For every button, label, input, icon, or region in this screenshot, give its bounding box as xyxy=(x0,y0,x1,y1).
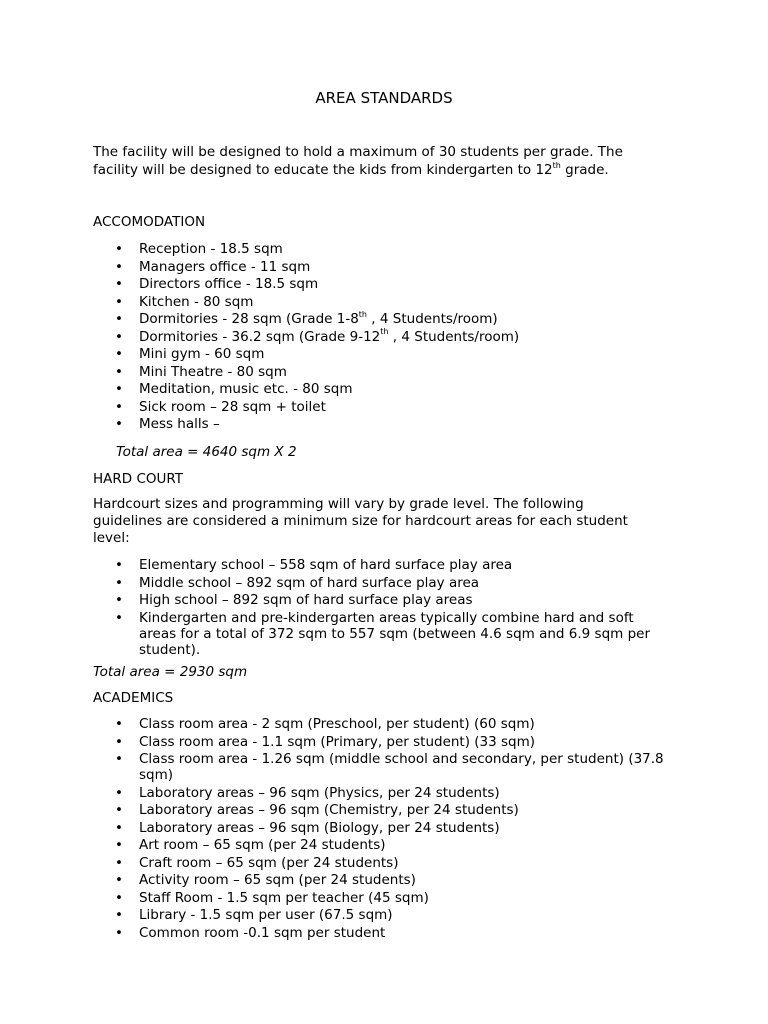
list-item xyxy=(93,276,673,292)
list-item-text: Class room area - 2 sqm (Preschool, per student) (60 sqm) xyxy=(139,716,535,732)
bullet: • xyxy=(115,398,123,415)
bullet: • xyxy=(115,733,123,750)
accommodation-total: Total area = 4640 sqm X 2 xyxy=(116,444,297,460)
list-item-text: Common room -0.1 sqm per student xyxy=(139,924,386,941)
list-item-text: Kindergarten and pre-kindergarten areas typically combine hard and soft areas for a total of 372 sqm to 557 sqm (between 4.6 sqm and 6.9 sqm per student). xyxy=(139,609,651,658)
list-item xyxy=(93,785,673,801)
list-item-text: Managers office - 11 sqm xyxy=(139,258,311,275)
list-item-text: Directors office - 18.5 sqm xyxy=(139,276,319,292)
list-item xyxy=(93,311,673,327)
intro-paragraph xyxy=(93,143,693,179)
bullet: • xyxy=(115,574,123,591)
list-item-text: Dormitories - 28 sqm (Grade 1-8 xyxy=(139,311,359,327)
hard-court-total: Total area = 2930 sqm xyxy=(93,664,248,680)
list-item xyxy=(93,575,673,591)
bullet: • xyxy=(115,751,123,767)
accommodation-list xyxy=(93,241,673,434)
list-item-text: High school – 892 sqm of hard surface play areas xyxy=(139,592,473,608)
bullet: • xyxy=(115,819,123,836)
bullet: • xyxy=(115,557,123,573)
list-item xyxy=(93,925,673,941)
superscript: th xyxy=(358,309,368,319)
academics-list xyxy=(93,716,673,942)
bullet: • xyxy=(115,924,123,941)
list-item-text: Laboratory areas – 96 sqm (Chemistry, per 24 students) xyxy=(139,802,519,818)
list-item xyxy=(93,802,673,818)
list-item-text: Art room – 65 sqm (per 24 students) xyxy=(139,837,386,853)
list-item xyxy=(93,294,673,310)
accommodation-heading: ACCOMODATION xyxy=(93,214,206,230)
list-item xyxy=(93,381,673,397)
hard-court-list xyxy=(93,557,673,659)
list-item xyxy=(93,855,673,871)
list-item-text: Elementary school – 558 sqm of hard surface play area xyxy=(139,557,513,573)
list-item xyxy=(93,399,673,415)
bullet: • xyxy=(115,416,123,432)
bullet: • xyxy=(115,276,123,292)
list-item-text: Meditation, music etc. - 80 sqm xyxy=(139,381,353,397)
bullet: • xyxy=(115,872,123,888)
list-item-text: Mess halls – xyxy=(139,416,220,432)
list-item xyxy=(93,346,673,362)
list-item-text: Activity room – 65 sqm (per 24 students) xyxy=(139,872,416,888)
list-item xyxy=(93,557,673,573)
list-item-text: Library - 1.5 sqm per user (67.5 sqm) xyxy=(139,907,393,923)
list-item-text: Laboratory areas – 96 sqm (Biology, per 24 students) xyxy=(139,819,500,836)
intro-line-2-text: facility will be designed to educate the kids from kindergarten to 12 xyxy=(93,162,553,178)
list-item-text-end: , 4 Students/room) xyxy=(388,328,520,345)
bullet: • xyxy=(115,241,123,257)
list-item-text: Mini Theatre - 80 sqm xyxy=(139,363,287,380)
paragraph-line: guidelines are considered a minimum size for hardcourt areas for each student xyxy=(93,513,628,529)
list-item xyxy=(93,364,673,380)
list-item xyxy=(93,592,673,608)
list-item xyxy=(93,259,673,275)
bullet: • xyxy=(115,802,123,818)
list-item xyxy=(93,329,673,345)
bullet: • xyxy=(115,346,123,362)
list-item xyxy=(93,734,673,750)
list-item-text: Dormitories - 36.2 sqm (Grade 9-12 xyxy=(139,328,381,345)
bullet: • xyxy=(115,716,123,732)
list-item xyxy=(93,890,673,906)
bullet: • xyxy=(115,363,123,380)
paragraph-line: level: xyxy=(93,530,130,546)
list-item-text: Mini gym - 60 sqm xyxy=(139,346,265,362)
list-item-text: Staff Room - 1.5 sqm per teacher (45 sqm) xyxy=(139,889,429,906)
intro-superscript: th xyxy=(552,160,561,170)
intro-line-1: The facility will be designed to hold a maximum of 30 students per grade. The xyxy=(93,144,623,160)
bullet: • xyxy=(115,837,123,853)
list-item xyxy=(93,716,673,732)
list-item-text: Craft room – 65 sqm (per 24 students) xyxy=(139,854,399,871)
bullet: • xyxy=(115,328,123,345)
list-item-text-end: , 4 Students/room) xyxy=(367,311,498,327)
list-item xyxy=(93,872,673,888)
list-item xyxy=(93,751,674,783)
list-item xyxy=(93,907,673,923)
bullet: • xyxy=(115,311,123,327)
intro-line-2 xyxy=(93,161,693,179)
hard-court-heading: HARD COURT xyxy=(93,471,184,487)
academics-heading: ACADEMICS xyxy=(93,690,174,706)
bullet: • xyxy=(115,293,123,310)
page-title: AREA STANDARDS xyxy=(315,89,453,107)
list-item-text: Class room area - 1.1 sqm (Primary, per student) (33 sqm) xyxy=(139,733,536,750)
list-item xyxy=(93,416,673,432)
superscript: th xyxy=(380,327,389,336)
list-item-text: Reception - 18.5 sqm xyxy=(139,241,283,257)
list-item-text: Laboratory areas – 96 sqm (Physics, per 24 students) xyxy=(139,784,500,801)
list-item xyxy=(93,837,673,853)
list-item-text: Sick room – 28 sqm + toilet xyxy=(139,398,326,415)
bullet: • xyxy=(115,907,123,923)
hard-court-paragraph xyxy=(93,496,673,547)
paragraph-line: Hardcourt sizes and programming will vary by grade level. The following xyxy=(93,496,584,512)
list-item-text: Kitchen - 80 sqm xyxy=(139,293,254,310)
list-item xyxy=(93,241,673,257)
bullet: • xyxy=(115,889,123,906)
list-item-text: Class room area - 1.26 sqm (middle school and secondary, per student) (37.8 sqm) xyxy=(139,751,664,783)
bullet: • xyxy=(115,592,123,608)
bullet: • xyxy=(115,854,123,871)
list-item xyxy=(93,610,674,658)
bullet: • xyxy=(115,381,123,397)
bullet: • xyxy=(115,609,123,626)
bullet: • xyxy=(115,258,123,275)
list-item xyxy=(93,820,673,836)
bullet: • xyxy=(115,784,123,801)
intro-line-2-end: grade. xyxy=(560,162,609,178)
list-item-text: Middle school – 892 sqm of hard surface play area xyxy=(139,574,480,591)
